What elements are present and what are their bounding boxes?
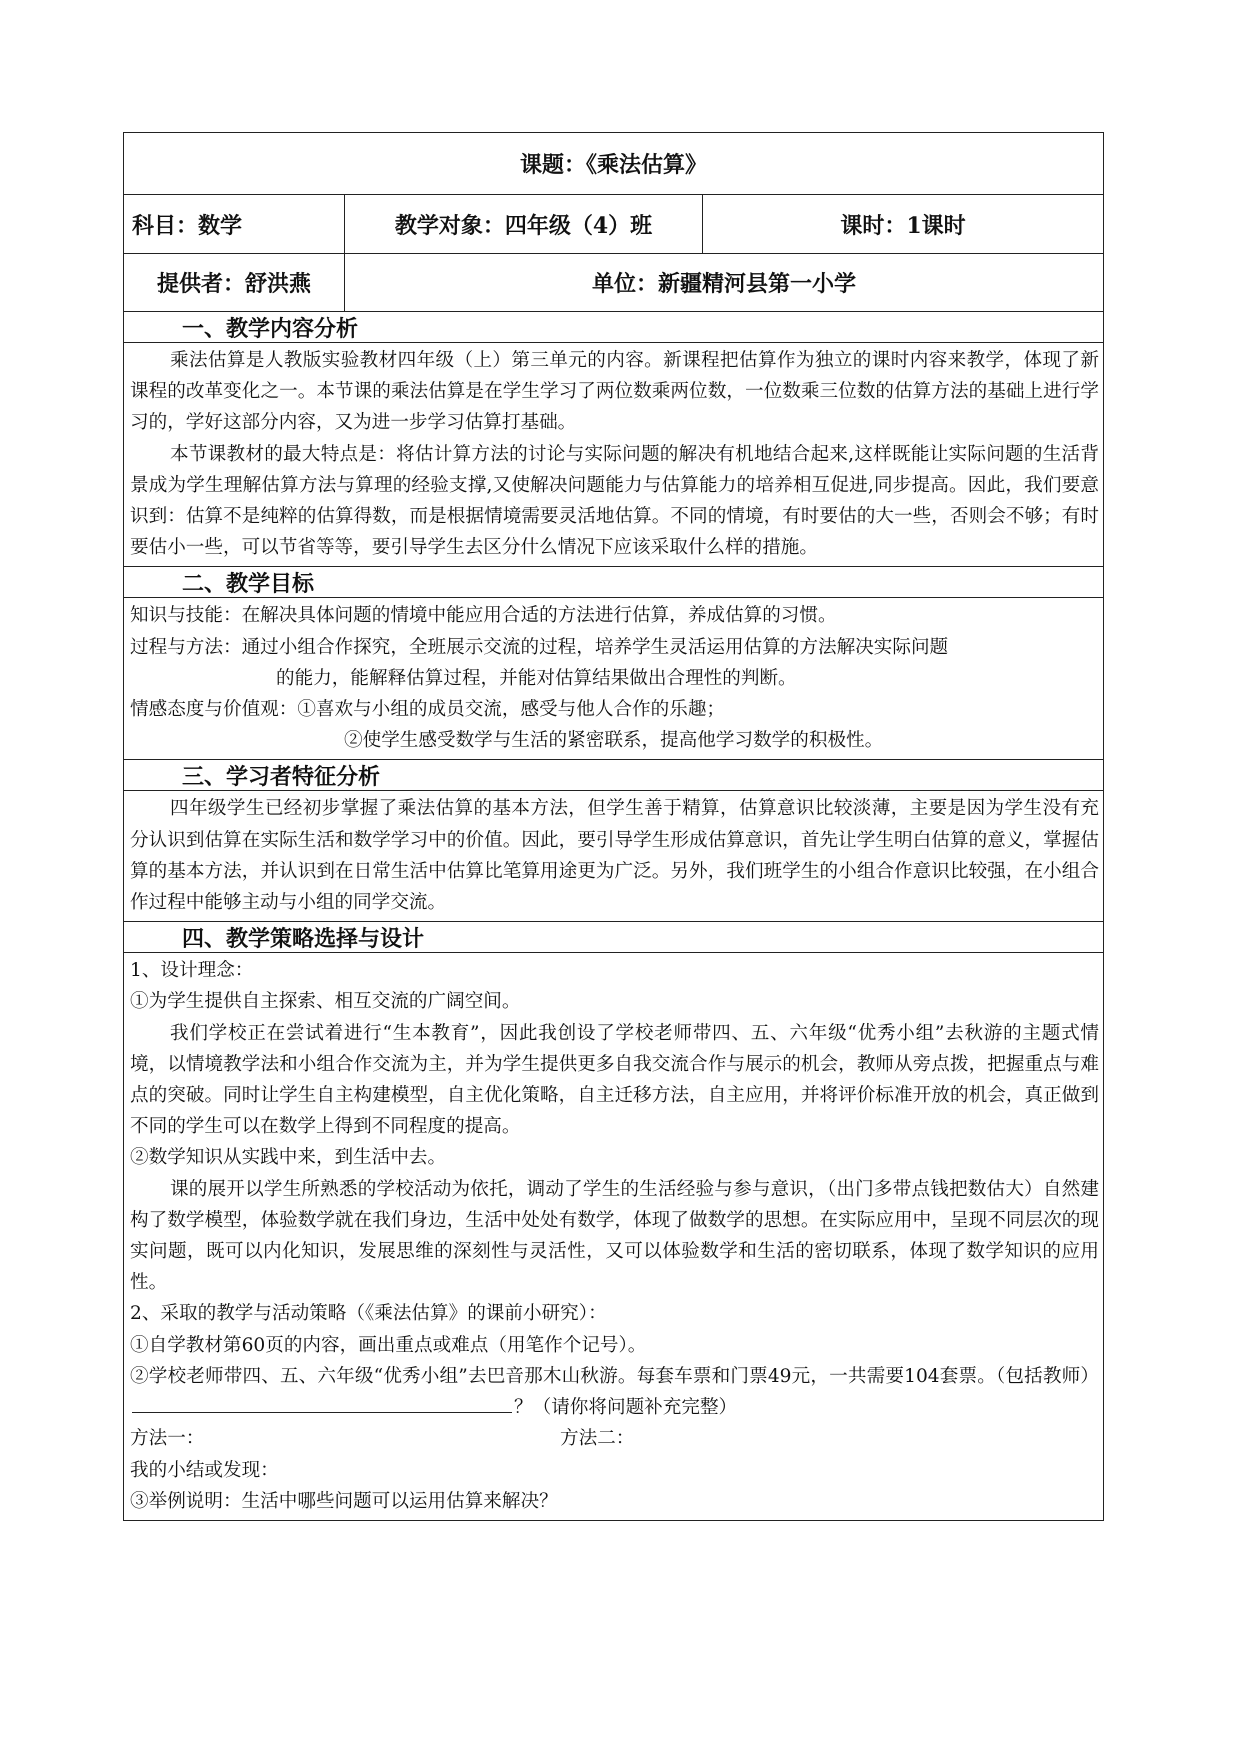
question-line bbox=[130, 1361, 1099, 1423]
line: ③举例说明：生活中哪些问题可以运用估算来解决？ bbox=[130, 1490, 558, 1512]
paragraph: 四年级学生已经初步掌握了乘法估算的基本方法，但学生善于精算，估算意识比较淡薄，主要是因为学生没有充分认识到估算在实际生活和数学学习中的价值。因此，要引导学生形成估算意识，首先让学生明白估算的意义，掌握估算的基本方法，并认识到在日常生活中估算比笔算用途更为广泛。另外，我们班学生的小组合作意识比较强，在小组合作过程中能够主动与小组的同学交流。 bbox=[130, 798, 1099, 914]
paragraph: 课的展开以学生所熟悉的学校活动为依托，调动了学生的生活经验与参与意识，（出门多带点钱把数估大）自然建构了数学模型，体验数学就在我们身边，生活中处处有数学，体现了做数学的思想。在实际应用中，呈现不同层次的现实问题，既可以内化知识，发展思维的深刻性与灵活性，又可以体验数学和生活的密切联系，体现了数学知识的应用性。 bbox=[130, 1178, 1099, 1294]
line: 过程与方法：通过小组合作探究，全班展示交流的过程，培养学生灵活运用估算的方法解决实际问题 bbox=[130, 636, 949, 658]
line: ①自学教材第60页的内容，画出重点或难点（用笔作个记号）。 bbox=[130, 1334, 647, 1356]
provider-cell: 提供者：舒洪燕 bbox=[156, 271, 311, 297]
lesson-title: 课题：《乘法估算》 bbox=[519, 152, 707, 178]
line: ①为学生提供自主探索、相互交流的广阔空间。 bbox=[130, 991, 521, 1013]
paragraph: 乘法估算是人教版实验教材四年级（上）第三单元的内容。新课程把估算作为独立的课时内容来教学，体现了新课程的改革变化之一。本节课的乘法估算是在学生学习了两位数乘两位数，一位数乘三位数的估算方法的基础上进行学习的，学好这部分内容，又为进一步学习估算打基础。 bbox=[130, 350, 1099, 434]
method-two-label: 方法二： bbox=[560, 1428, 635, 1450]
info-row bbox=[124, 195, 1103, 254]
period-cell: 课时：1课时 bbox=[702, 195, 1103, 253]
section-heading: 一、教学内容分析 bbox=[124, 312, 1103, 343]
section-body bbox=[124, 791, 1103, 922]
question-tail: ？（请你将问题补充完整） bbox=[514, 1397, 738, 1419]
line: 我的小结或发现： bbox=[130, 1459, 279, 1481]
section-body bbox=[124, 343, 1103, 567]
title-row bbox=[124, 133, 1103, 195]
section-body bbox=[124, 953, 1103, 1520]
question-text: ②学校老师带四、五、六年级“优秀小组”去巴音那木山秋游。每套车票和门票49元，一共需要104套票。（包括教师） bbox=[130, 1365, 1099, 1387]
target-cell: 教学对象：四年级（4）班 bbox=[344, 195, 702, 253]
section-body bbox=[124, 598, 1103, 760]
line: ②数学知识从实践中来，到生活中去。 bbox=[130, 1147, 447, 1169]
section-heading: 三、学习者特征分析 bbox=[124, 760, 1103, 791]
paragraph: 我们学校正在尝试着进行“生本教育”，因此我创设了学校老师带四、五、六年级“优秀小组”去秋游的主题式情境，以情境教学法和小组合作交流为主，并为学生提供更多自我交流合作与展示的机会，教师从旁点拨，把握重点与难点的突破。同时让学生自主构建模型，自主优化策略，自主迁移方法，自主应用，并将评价标准开放的机会，真正做到不同的学生可以在数学上得到不同程度的提高。 bbox=[130, 1022, 1099, 1138]
line: 1、设计理念： bbox=[130, 960, 254, 982]
provider-row bbox=[124, 254, 1103, 312]
section-heading: 四、教学策略选择与设计 bbox=[124, 922, 1103, 953]
lesson-plan-table bbox=[123, 132, 1104, 1521]
line: 情感态度与价值观：①喜欢与小组的成员交流，感受与他人合作的乐趣； bbox=[130, 699, 726, 721]
methods-line bbox=[130, 1423, 1099, 1454]
line: ②使学生感受数学与生活的紧密联系，提高他学习数学的积极性。 bbox=[344, 730, 884, 752]
paragraph: 本节课教材的最大特点是：将估计算方法的讨论与实际问题的解决有机地结合起来,这样既能让实际问题的生活背景成为学生理解估算方法与算理的经验支撑,又使解决问题能力与估算能力的培养相互促进,同步提高。因此，我们要意识到：估算不是纯粹的估算得数，而是根据情境需要灵活地估算。不同的情境，有时要估的大一些，否则会不够；有时要估小一些，可以节省等等，要引导学生去区分什么情况下应该采取什么样的措施。 bbox=[130, 443, 1099, 559]
answer-blank bbox=[132, 1392, 512, 1413]
line: 2、采取的教学与活动策略（《乘法估算》的课前小研究）： bbox=[130, 1303, 607, 1325]
method-one-label: 方法一： bbox=[130, 1428, 205, 1450]
subject-cell: 科目：数学 bbox=[132, 212, 243, 239]
line: 的能力，能解释估算过程，并能对估算结果做出合理性的判断。 bbox=[276, 667, 797, 689]
unit-cell: 单位：新疆精河县第一小学 bbox=[344, 254, 1103, 311]
line: 知识与技能：在解决具体问题的情境中能应用合适的方法进行估算，养成估算的习惯。 bbox=[130, 605, 837, 627]
section-heading: 二、教学目标 bbox=[124, 567, 1103, 598]
